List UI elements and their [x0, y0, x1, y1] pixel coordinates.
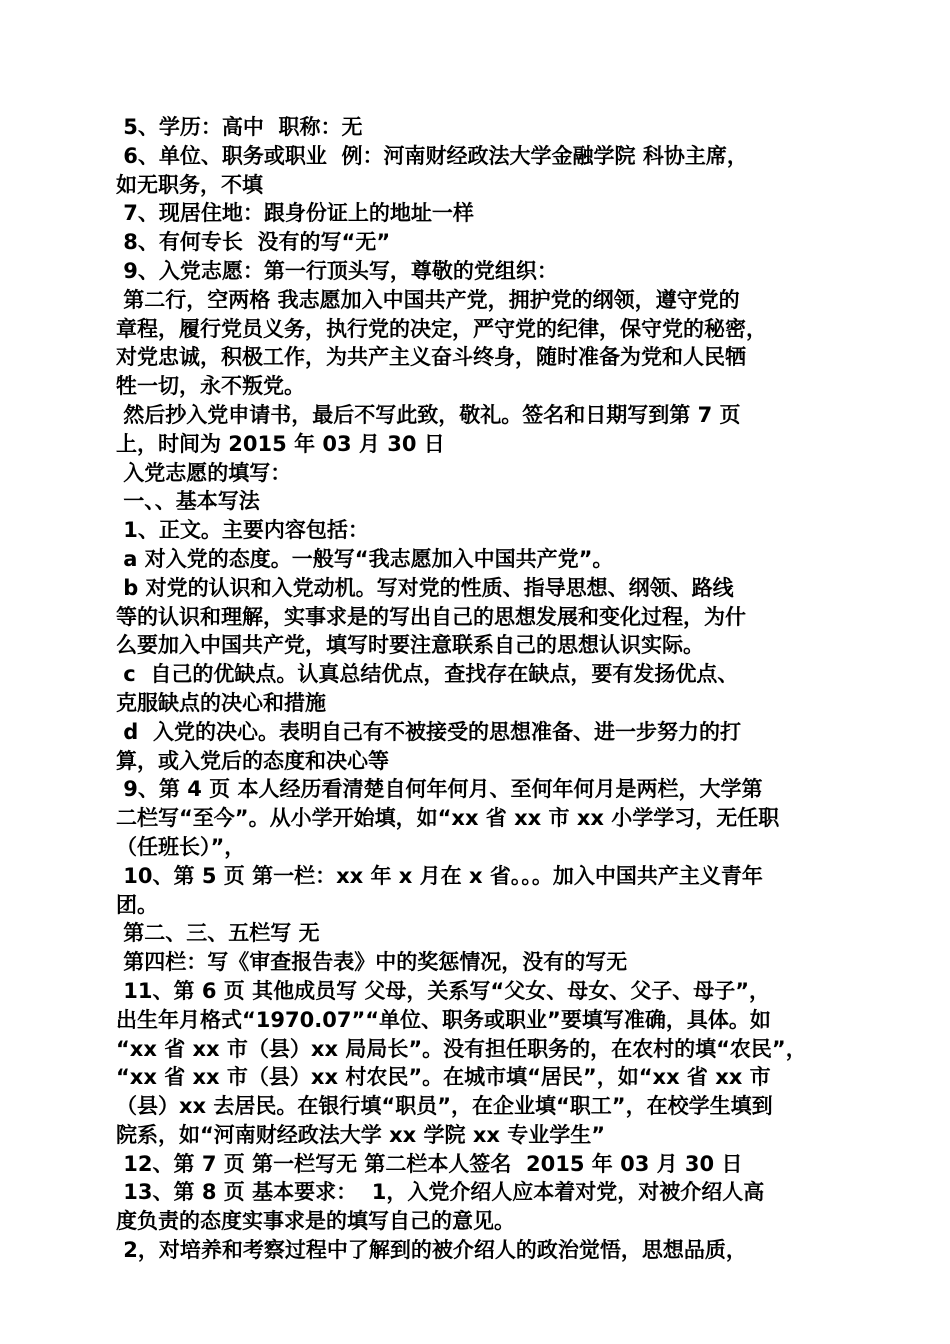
text-line: 对党忠诚，积极工作，为共产主义奋斗终身，随时准备为党和人民牺 — [116, 345, 746, 370]
text-line: 10、第 5 页 第一栏：xx 年 x 月在 x 省。。。加入中国共产主义青年 — [116, 863, 763, 888]
text-line: 算，或入党后的态度和决心等 — [116, 748, 389, 773]
text-line: c 自己的优缺点。认真总结优点，查找存在缺点，要有发扬优点、 — [116, 662, 739, 687]
text-line: 11、第 6 页 其他成员写 父母，关系写“父女、母女、父子、母子”， — [116, 978, 770, 1003]
text-line: 1、正文。主要内容包括： — [116, 518, 369, 543]
text-line: “xx 省 xx 市（县）xx 局局长”。没有担任职务的，在农村的填“农民”， — [116, 1036, 807, 1061]
text-line: 8、有何专长 没有的写“无” — [116, 230, 391, 255]
text-line: （县）xx 去居民。在银行填“职员”，在企业填“职工”，在校学生填到 — [116, 1094, 773, 1119]
document-body — [116, 113, 846, 1265]
text-line: 13、第 8 页 基本要求： 1，入党介绍人应本着对党，对被介绍人高 — [116, 1180, 765, 1205]
text-line: 章程，履行党员义务，执行党的决定，严守党的纪律，保守党的秘密， — [116, 316, 767, 341]
text-line: 克服缺点的决心和措施 — [116, 690, 326, 715]
text-line: a 对入党的态度。一般写“我志愿加入中国共产党”。 — [116, 546, 614, 571]
text-line: 院系，如“河南财经政法大学 xx 学院 xx 专业学生” — [116, 1122, 606, 1147]
text-line: 6、单位、职务或职业 例：河南财经政法大学金融学院 科协主席， — [116, 143, 748, 168]
text-line: 9、入党志愿：第一行顶头写，尊敬的党组织： — [116, 258, 558, 283]
text-line: 5、学历：高中 职称：无 — [116, 115, 363, 139]
text-line: 如无职务，不填 — [116, 172, 263, 197]
text-line: 牲一切，永不叛党。 — [116, 374, 305, 399]
text-line: 然后抄入党申请书，最后不写此致，敬礼。签名和日期写到第 7 页 — [116, 402, 741, 427]
text-line: 2，对培养和考察过程中了解到的被介绍人的政治觉悟，思想品质， — [116, 1238, 747, 1263]
text-line: 第二、三、五栏写 无 — [116, 921, 320, 946]
text-line: “xx 省 xx 市（县）xx 村农民”。在城市填“居民”，如“xx 省 xx 市 — [116, 1065, 771, 1090]
text-line: 团。 — [116, 892, 158, 917]
text-line: （任班长）”， — [116, 834, 246, 859]
text-line: 上，时间为 2015 年 03 月 30 日 — [116, 431, 445, 456]
text-line: 7、现居住地：跟身份证上的地址一样 — [116, 201, 474, 226]
text-line: 第四栏：写《审查报告表》中的奖惩情况，没有的写无 — [116, 950, 628, 975]
text-line: 么要加入中国共产党，填写时要注意联系自己的思想认识实际。 — [116, 633, 704, 658]
text-line: 入党志愿的填写： — [116, 460, 292, 485]
text-line: 12、第 7 页 第一栏写无 第二栏本人签名 2015 年 03 月 30 日 — [116, 1151, 743, 1176]
text-line: 度负责的态度实事求是的填写自己的意见。 — [116, 1209, 515, 1234]
text-line: b 对党的认识和入党动机。写对党的性质、指导思想、纲领、路线 — [116, 575, 734, 600]
text-line: 9、第 4 页 本人经历看清楚自何年何月、至何年何月是两栏，大学第 — [116, 777, 763, 802]
text-line: 一、、基本写法 — [116, 489, 260, 514]
text-line: 二栏写“至今”。从小学开始填，如“xx 省 xx 市 xx 小学学习，无任职 — [116, 806, 780, 831]
text-line: d 入党的决心。表明自己有不被接受的思想准备、进一步努力的打 — [116, 719, 741, 744]
text-line: 第二行，空两格 我志愿加入中国共产党，拥护党的纲领，遵守党的 — [116, 287, 740, 312]
text-line: 等的认识和理解，实事求是的写出自己的思想发展和变化过程，为什 — [116, 604, 746, 629]
text-line: 出生年月格式“1970.07”“单位、职务或职业”要填写准确，具体。如 — [116, 1007, 771, 1032]
